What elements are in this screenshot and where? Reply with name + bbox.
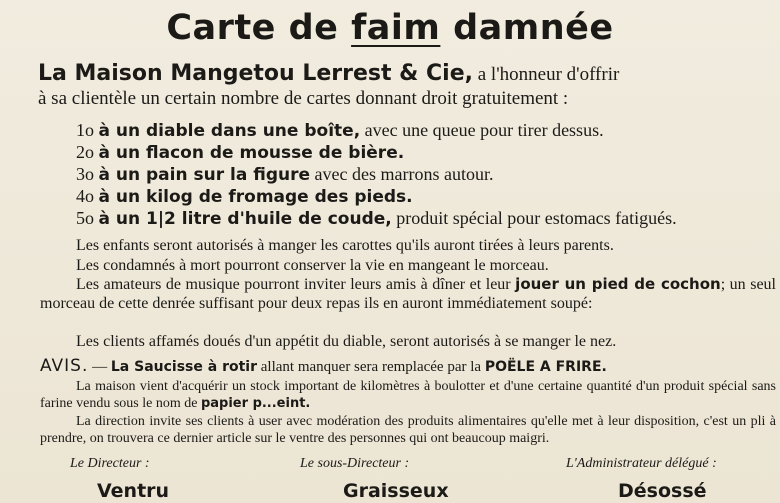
item-bold: à un pain sur la figure: [98, 165, 311, 185]
offer-item: [76, 120, 776, 142]
card-title: [0, 8, 780, 48]
item-number: 1o: [76, 120, 94, 140]
item-bold: à un kilog de fromage des pieds.: [98, 187, 413, 207]
paragraph-condamnes: [40, 256, 776, 275]
paragraph-text: Les clients affamés doués d'un appétit du diable, seront autorisés à se manger le nez.: [76, 333, 617, 350]
signature-name-sous-directeur: Graisseux: [343, 480, 449, 502]
avis-text: allant manquer sera remplacée par la: [257, 359, 485, 375]
avis-notice: [40, 357, 780, 376]
signature-role-sous-directeur: Le sous-Directeur :: [300, 456, 410, 471]
paragraph-clients: [40, 332, 776, 351]
item-rest: produit spécial pour estomacs fatigués.: [391, 208, 677, 228]
intro-line2: à sa clientèle un certain nombre de cartes donnant droit gratuitement :: [38, 88, 569, 109]
item-bold: à un flacon de mousse de bière.: [98, 143, 405, 163]
firm-name: La Maison Mangetou Lerrest & Cie,: [38, 61, 473, 86]
avis-bold1: La Saucisse à rotir: [110, 359, 258, 375]
offer-item: [76, 208, 776, 230]
paragraph-text: Les enfants seront autorisés à manger les carottes qu'ils auront tirées à leurs parents.: [76, 237, 614, 254]
title-part3: damnée: [440, 8, 614, 48]
paragraph-text: Les condamnés à mort pourront conserver la vie en mangeant le morceau.: [76, 257, 549, 274]
item-rest: avec des marrons autour.: [310, 164, 494, 184]
signature-name-administrateur: Désossé: [618, 480, 707, 502]
item-number: 3o: [76, 164, 94, 184]
note-bold: papier p...eint.: [200, 396, 311, 411]
paragraph-bold: jouer un pied de cochon: [515, 275, 721, 293]
item-bold: à un diable dans une boîte,: [98, 121, 361, 141]
offer-item: [76, 164, 776, 186]
note-text: La direction invite ses clients à user avec modération des produits alimentaires qu'elle met à leur disposition, c'est un pli à prendre, on trouvera ce dernier article sur le ventre des personnes qui ont beaucoup maigri.: [40, 414, 776, 446]
signature-role-directeur: Le Directeur :: [70, 456, 150, 471]
title-part1: Carte de: [166, 8, 352, 48]
avis-bold2: POËLE A FRIRE.: [484, 359, 607, 375]
item-number: 5o: [76, 208, 94, 228]
paragraph-musique: [40, 275, 776, 313]
avis-dash: —: [88, 359, 111, 375]
intro-line1: a l'honneur d'offrir: [473, 64, 620, 85]
paragraph-text: ; un seul morceau de cette denrée suffisant pour deux repas ils en auront immédiatement soupé:: [40, 276, 776, 312]
note-stock: [40, 378, 776, 412]
signature-role-administrateur: L'Administrateur délégué :: [566, 456, 717, 471]
paragraph-enfants: [40, 236, 776, 255]
offer-item: [76, 142, 776, 164]
note-text: La maison vient d'acquérir un stock important de kilomètres à boulotter et d'une certaine quantité d'un produit spécial sans farine vendu sous le nom de: [40, 379, 776, 411]
title-part2: faim: [351, 8, 441, 48]
item-bold: à un 1|2 litre d'huile de coude,: [98, 209, 392, 229]
intro: [38, 62, 778, 111]
note-direction: [40, 413, 776, 447]
paragraph-text: Les amateurs de musique pourront inviter leurs amis à dîner et leur: [76, 276, 516, 293]
item-number: 4o: [76, 186, 94, 206]
item-number: 2o: [76, 142, 94, 162]
item-rest: avec une queue pour tirer dessus.: [360, 120, 604, 140]
offer-list: [76, 120, 776, 230]
signature-name-directeur: Ventru: [97, 480, 170, 502]
avis-lead: AVIS.: [40, 356, 89, 376]
offer-item: [76, 186, 776, 208]
